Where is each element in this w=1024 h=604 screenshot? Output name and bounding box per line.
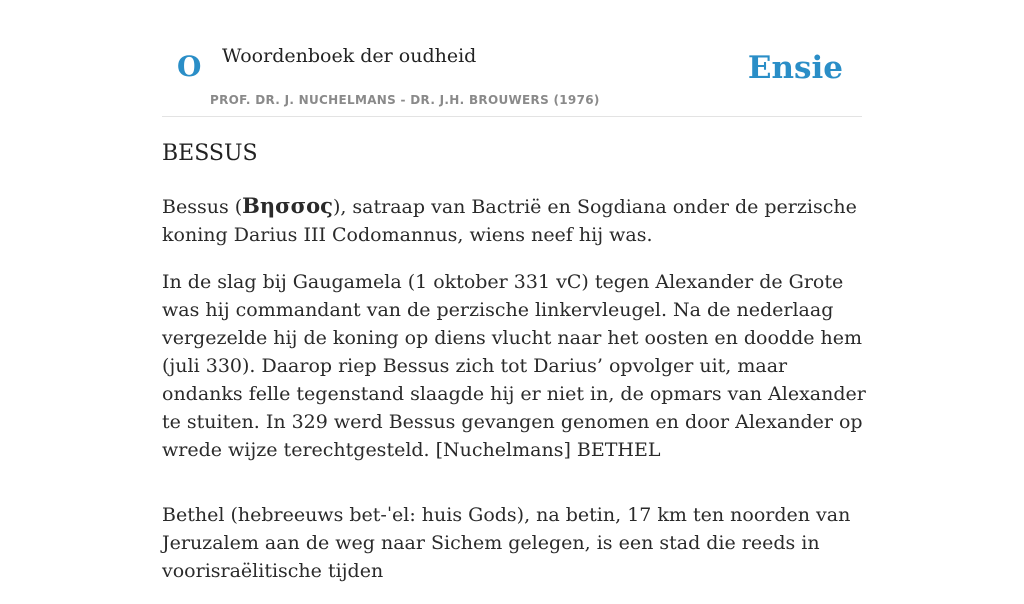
logo-o[interactable]: O: [177, 50, 202, 83]
authors-line: PROF. DR. J. NUCHELMANS - DR. J.H. BROUWERS (1976): [210, 93, 600, 107]
paragraph-1: [162, 192, 867, 249]
entry-headword: BESSUS: [162, 141, 258, 166]
paragraph-1-after: ), satraap van Bactrië en Sogdiana onder de perzische koning Darius III Codomannus, wiens neef hij was.: [162, 196, 857, 246]
brand-logo[interactable]: Ensie: [747, 50, 843, 86]
greek-name: Βησσος: [242, 193, 333, 218]
header: [162, 0, 862, 117]
book-title[interactable]: Woordenboek der oudheid: [222, 45, 477, 67]
paragraph-1-before: Bessus (: [162, 196, 243, 218]
paragraph-2: In de slag bij Gaugamela (1 oktober 331 vC) tegen Alexander de Grote was hij commandant van de perzische linkervleugel. Na de nederlaag vergezelde hij de koning op diens vlucht naar het oosten en doodde hem (juli 330). Daarop riep Bessus zich tot Darius’ opvolger uit, maar ondanks felle tegenstand slaagde hij er niet in, de opmars van Alexander te stuiten. In 329 werd Bessus gevangen genomen en door Alexander op wrede wijze terechtgesteld. [Nuchelmans] BETHEL: [162, 271, 866, 461]
paragraph-3: Bethel (hebreeuws bet-ˈel: huis Gods), na betin, 17 km ten noorden van Jeruzalem aan de weg naar Sichem gelegen, is een stad die reeds in voorisraëlitische tijden: [162, 504, 851, 582]
entry-content: [162, 192, 867, 604]
